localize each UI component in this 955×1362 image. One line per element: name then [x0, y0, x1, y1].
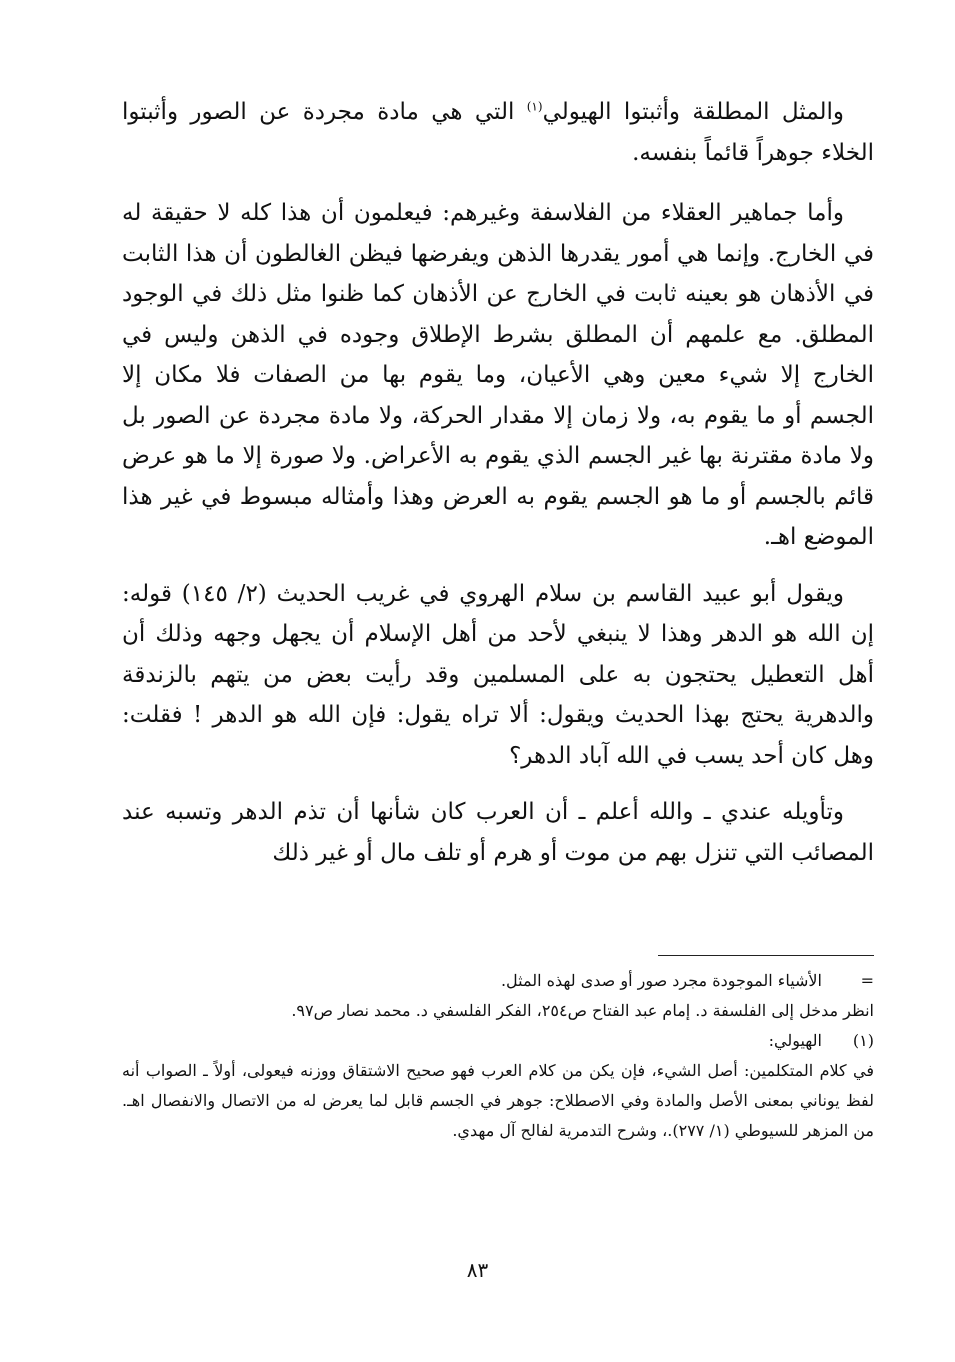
paragraph-3-text: ويقول أبو عبيد القاسم بن سلام الهروي في غريب الحديث (٢/ ١٤٥) قوله: إن الله هو الدهر وهذا لا ينبغي لأحد من أهل الإسلام أن يجهل وجهه وذلك أن أهل التعطيل يحتجون به على المسلمين وقد رأيت بعض من يتهم بالزندقة والدهرية يحتج بهذا الحديث ويقول: ألا تراه يقول: فإن الله هو الدهر ! فقلت: وهل كان أحد يسب في الله آباد الدهر؟	[122, 580, 874, 769]
footnote-reference-1[interactable]: (١)	[526, 99, 543, 114]
footnote-1-title: الهيولي:	[768, 1031, 822, 1050]
continuation-text: الأشياء الموجودة مجرد صور أو صدى لهذه المثل.	[500, 971, 822, 990]
main-text	[122, 92, 874, 873]
paragraph-3	[122, 574, 874, 777]
footnote-1-body: في كلام المتكلمين: أصل الشيء، فإن يكن من كلام العرب فهو صحيح الاشتقاق ووزنه فيعولى، أولاً ـ الصواب أنه لفظ يوناني بمعنى الأصل والمادة وفي الاصطلاح: جوهر في الجسم قابل لما يعرض له من الاتصال والانفصال اهـ. من المزهر للسيوطي (١/ ٢٧٧).، وشرح التدمرية لفالح آل مهدي.	[122, 1061, 874, 1140]
continuation-reference: انظر مدخل إلى الفلسفة د. إمام عبد الفتاح ص٢٥٤، الفكر الفلسفي د. محمد نصار ص٩٧.	[291, 1001, 874, 1020]
paragraph-1-text-continued: التي هي مادة مجردة عن الصور وأثبتوا الخلاء جوهراً قائماً بنفسه.	[122, 99, 874, 166]
paragraph-2	[122, 193, 874, 558]
footnote-continuation	[122, 966, 874, 996]
paragraph-4	[122, 792, 874, 873]
page-number: ٨٣	[466, 1258, 489, 1282]
paragraph-1-text: والمثل المطلقة وأثبتوا الهيولي	[542, 99, 844, 125]
paragraph-1	[122, 92, 874, 173]
footnote-separator	[658, 955, 874, 956]
footnotes	[122, 966, 874, 1146]
continuation-marker: =	[860, 971, 874, 990]
footnote-1-heading	[122, 1026, 874, 1056]
paragraph-2-text: وأما جماهير العقلاء من الفلاسفة وغيرهم: فيعلمون أن هذا كله لا حقيقة له في الخارج. وإنما هي أمور يقدرها الذهن ويفرضها فيظن الغالطون أن هذا الثابت في الأذهان هو بعينه ثابت في الخارج عن الأذهان كما ظنوا مثل ذلك في الوجود المطلق. مع علمهم أن المطلق بشرط الإطلاق وجوده في الذهن وليس في الخارج إلا شيء معين وهي الأعيان، وما يقوم بها من الصفات فلا مكان إلا الجسم أو ما يقوم به، ولا زمان إلا مقدار الحركة، ولا مادة مجردة عن الصور بل ولا مادة مقترنة بها غير الجسم الذي يقوم به الأعراض. ولا صورة إلا ما هو عرض قائم بالجسم أو ما هو الجسم يقوم به العرض وهذا وأمثاله مبسوط في غير هذا الموضع اهـ.	[122, 200, 874, 550]
paragraph-4-text: وتأويله عندي ـ والله أعلم ـ أن العرب كان شأنها أن تذم الدهر وتسبه عند المصائب التي تنزل بهم من موت أو هرم أو تلف مال أو غير ذلك	[122, 799, 874, 866]
footnote-1-marker: (١)	[852, 1031, 874, 1050]
